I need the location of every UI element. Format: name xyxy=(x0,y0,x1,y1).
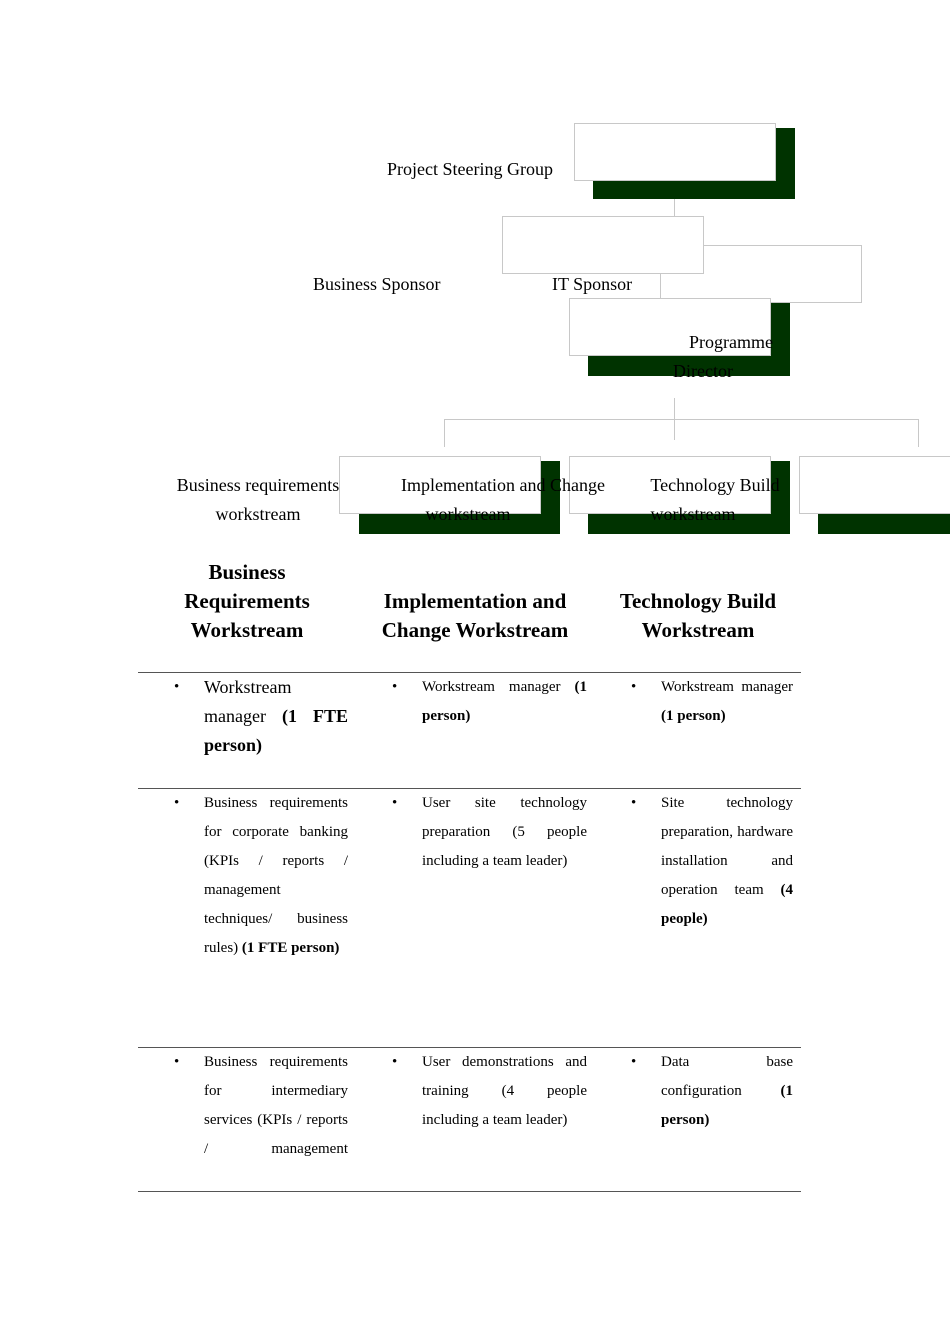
steering-group-label: Project Steering Group xyxy=(387,159,553,179)
header-business: Business Requirements Workstream xyxy=(184,560,310,642)
cell-business-2: Business requirements for corporate banking (KPIs / reports / management techniques/ business rules) (1 FTE person) xyxy=(204,795,348,956)
bullet-icon: • xyxy=(174,679,180,695)
technology-workstream-label-2: workstream xyxy=(650,504,736,524)
bullet-icon: • xyxy=(631,1054,637,1070)
header-technology: Technology Build Workstream xyxy=(619,589,777,642)
it-sponsor-label: IT Sponsor xyxy=(552,274,633,294)
connector-drop-left xyxy=(444,419,445,447)
cell-technology-3: Data base configuration (1 person) xyxy=(661,1054,793,1128)
bullet-icon: • xyxy=(174,1054,180,1070)
technology-workstream-label-1: Technology Build xyxy=(650,475,780,495)
cell-technology-2: Site technology preparation, hardware installation and operation team (4 people) xyxy=(661,795,793,927)
cell-implementation-3: User demonstrations and training (4 people including a team leader) xyxy=(422,1054,587,1128)
connector-drop-right xyxy=(918,419,919,447)
business-sponsor-box xyxy=(502,216,704,274)
cell-business-1: Workstream manager (1 FTE person) xyxy=(204,677,348,755)
connector-horizontal-workstreams xyxy=(444,419,919,420)
programme-director-label-2: Director xyxy=(673,361,733,381)
cell-business-3: Business requirements for intermediary services (KPIs / reports / management xyxy=(204,1054,348,1157)
business-workstream-label-2: workstream xyxy=(215,504,301,524)
bullet-icon: • xyxy=(392,795,398,811)
implementation-workstream-label-1: Implementation and Change xyxy=(401,475,605,495)
extra-box xyxy=(799,456,950,514)
implementation-workstream-label-2: workstream xyxy=(425,504,511,524)
bullet-icon: • xyxy=(392,679,398,695)
cell-technology-1: Workstream manager (1 person) xyxy=(661,679,793,724)
bullet-icon: • xyxy=(631,679,637,695)
header-implementation: Implementation and Change Workstream xyxy=(381,589,569,642)
business-workstream-label-1: Business requirements xyxy=(176,475,340,495)
cell-implementation-2: User site technology preparation (5 people including a team leader) xyxy=(422,795,587,869)
bullet-icon: • xyxy=(631,795,637,811)
bullet-icon: • xyxy=(174,795,180,811)
programme-director-label-1: Programme xyxy=(689,332,773,352)
steering-group-box xyxy=(574,123,776,181)
business-sponsor-label: Business Sponsor xyxy=(313,274,441,294)
bullet-icon: • xyxy=(392,1054,398,1070)
cell-implementation-1: Workstream manager (1 person) xyxy=(422,679,587,724)
table-rule xyxy=(138,1191,801,1192)
